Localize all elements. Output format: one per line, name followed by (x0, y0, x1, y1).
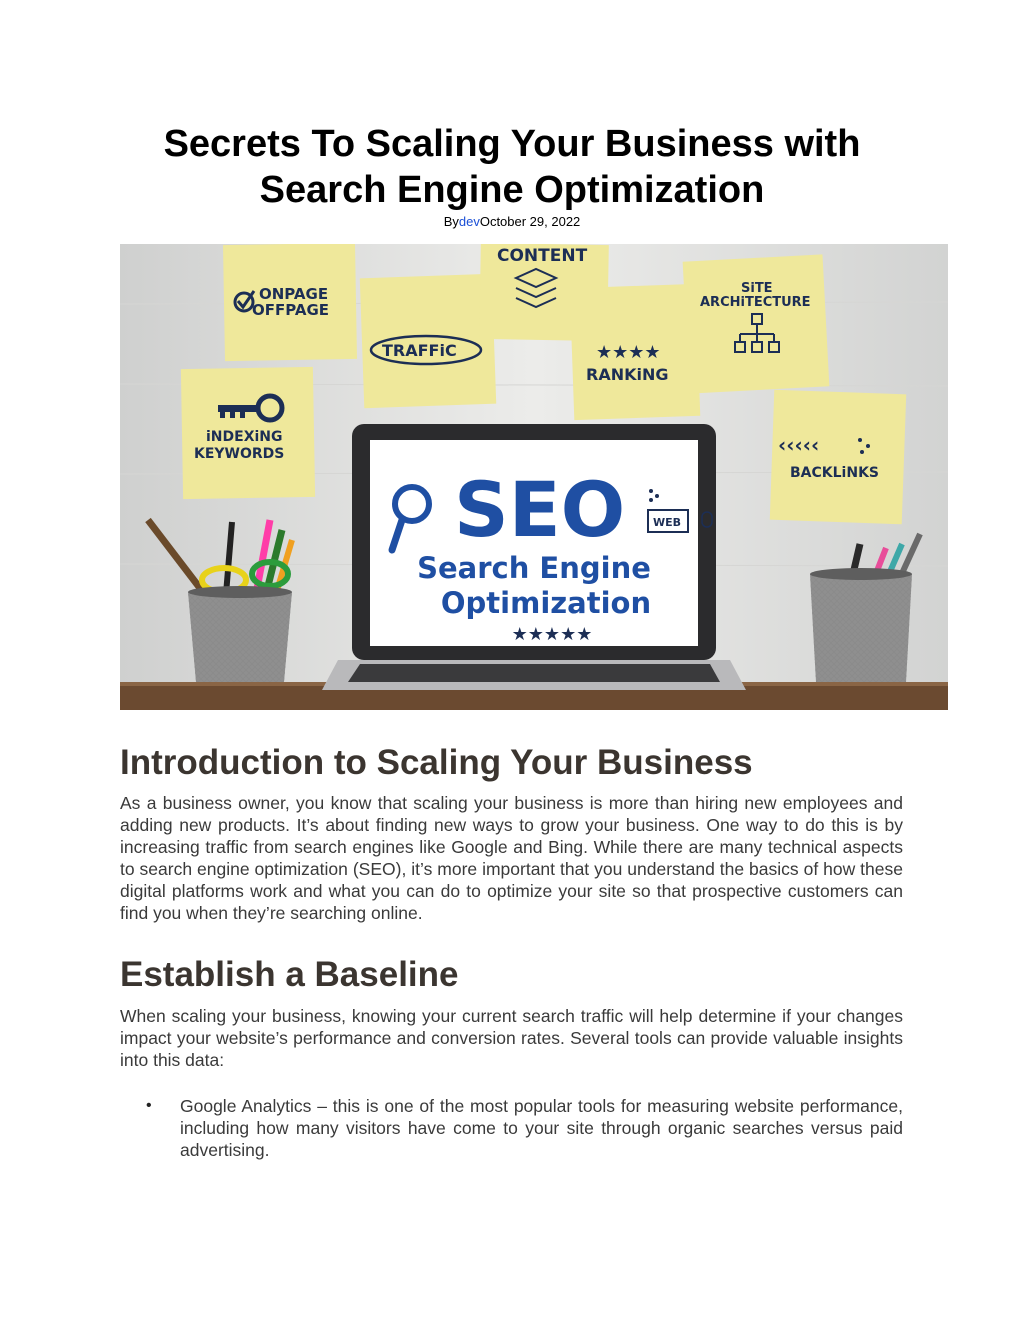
note-site-architecture (683, 254, 830, 393)
note-traffic (360, 274, 496, 409)
section-heading-baseline: Establish a Baseline (120, 955, 459, 994)
note-backlinks-text: BACKLiNKS (790, 465, 879, 481)
note-ranking-text: RANKiNG (586, 365, 669, 384)
list-item (120, 1095, 903, 1161)
screen-line1-text: Search Engine (417, 551, 651, 585)
screen-stars: ★★★★★ (511, 624, 593, 645)
note-site-text: SiTE (741, 281, 773, 296)
note-traffic-text: TRAFFiC (382, 341, 457, 360)
article-title: Secrets To Scaling Your Business with Search Engine Optimization (163, 123, 861, 211)
note-architecture-text: ARCHiTECTURE (700, 295, 811, 310)
note-indexing-text: iNDEXiNG (206, 429, 283, 445)
note-offpage-text: OFFPAGE (252, 301, 330, 319)
section-body-introduction: As a business owner, you know that scaling your business is more than hiring new employees and adding new products. It’s about finding new ways to grow your business. One way to do this is by increasing traffic from search engines like Google and Bing. While there are many technical aspects to search engine optimization (SEO), it’s more important that you understand the basics of how these digital platforms work and what you can do to optimize your site so that prospective customers can find you when they’re searching online. (120, 793, 903, 923)
bullet-icon: • (146, 1097, 152, 1114)
svg-text:‹‹‹‹‹: ‹‹‹‹‹ (778, 433, 820, 457)
note-backlinks (770, 390, 906, 525)
section-heading-introduction: Introduction to Scaling Your Business (120, 743, 753, 782)
note-onpage-offpage (223, 244, 357, 361)
note-indexing-keywords (181, 367, 315, 499)
hero-image (120, 244, 948, 710)
author-link[interactable]: dev (458, 214, 480, 229)
publish-date: October 29, 2022 (479, 214, 581, 229)
note-content-text: CONTENT (497, 246, 588, 266)
screen-line2-text: Optimization (440, 586, 652, 620)
screen-web-text: WEB (653, 516, 682, 529)
screen-seo-text: SEO (454, 465, 626, 554)
note-keywords-text: KEYWORDS (194, 446, 285, 462)
byline (120, 214, 904, 229)
byline-prefix: By (443, 214, 459, 229)
note-onpage-text: ONPAGE (259, 285, 329, 303)
svg-text:★★★★: ★★★★ (596, 342, 661, 363)
laptop (322, 424, 746, 690)
section-body-baseline: When scaling your business, knowing your current search traffic will help determine if your changes impact your website’s performance and conversion rates. Several tools can provide valuable insights into this data: (120, 1006, 903, 1070)
tools-list (120, 1095, 903, 1161)
note-ranking (570, 284, 701, 420)
list-item-text: Google Analytics – this is one of the most popular tools for measuring website performance, including how many visitors have come to your site through organic searches versus paid advertising. (180, 1096, 903, 1160)
